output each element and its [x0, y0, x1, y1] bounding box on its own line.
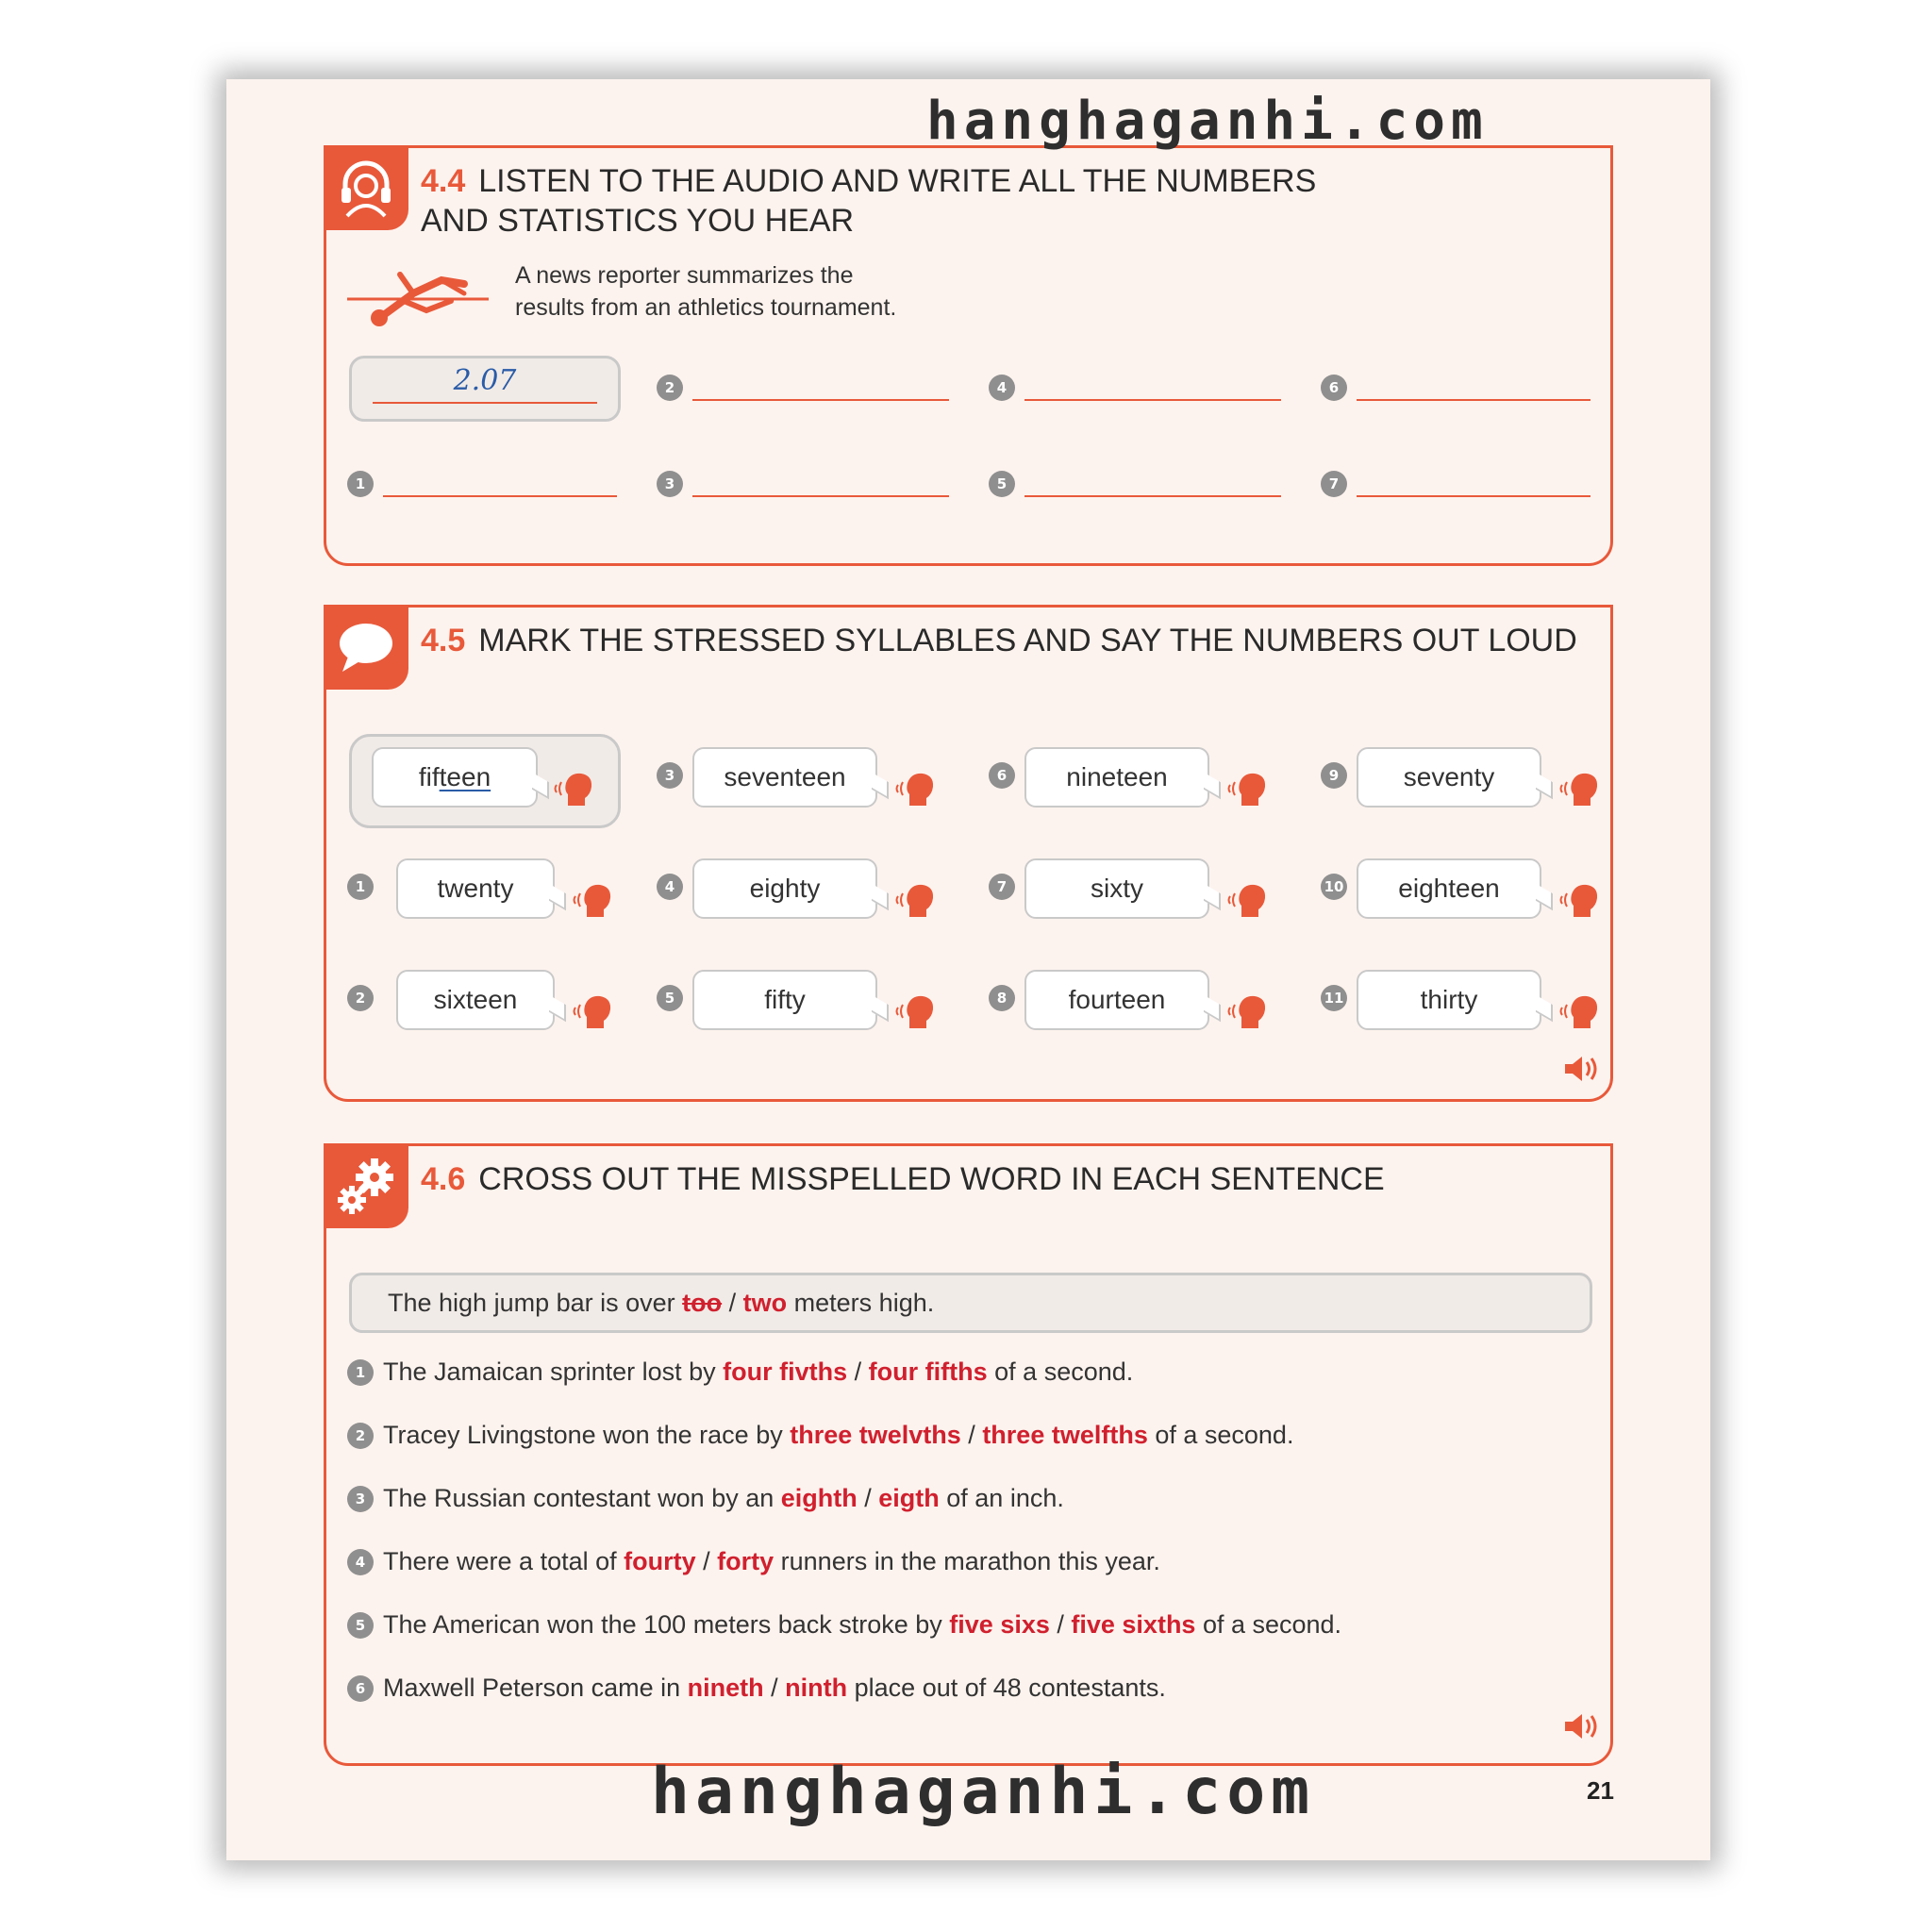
- option-separator: /: [1049, 1610, 1072, 1639]
- speaking-head-icon: [1226, 881, 1268, 923]
- word-bubble[interactable]: thirty: [1357, 970, 1541, 1030]
- word-bubble[interactable]: nineteen: [1024, 747, 1209, 808]
- intro-line-2: results from an athletics tournament.: [515, 294, 897, 321]
- sentence-item: [383, 1547, 1160, 1576]
- item-number: 6: [347, 1675, 374, 1702]
- headphones-icon: [324, 145, 408, 230]
- intro-line-1: A news reporter summarizes the: [515, 262, 854, 289]
- example-answer-line: [373, 402, 597, 404]
- correct-option: two: [742, 1289, 788, 1317]
- sentence-text: of an inch.: [939, 1484, 1064, 1512]
- section-title: [421, 161, 1591, 241]
- sentence-item: [383, 1674, 1166, 1703]
- example-stressed-syllable: teen: [439, 762, 491, 791]
- sentence-text: Maxwell Peterson came in: [383, 1674, 688, 1702]
- sentence-text: Tracey Livingstone won the race by: [383, 1421, 791, 1449]
- word-bubble[interactable]: fourteen: [1024, 970, 1209, 1030]
- item-number: 1: [347, 1359, 374, 1386]
- option-b[interactable]: eigth: [878, 1484, 940, 1512]
- sentence-text: of a second.: [1195, 1610, 1342, 1639]
- option-b[interactable]: three twelfths: [982, 1421, 1148, 1449]
- option-a[interactable]: three twelvths: [790, 1421, 961, 1449]
- item-number: 3: [347, 1486, 374, 1512]
- speech-bubble-icon: [324, 605, 408, 690]
- example-sentence: [388, 1289, 934, 1318]
- item-number: 10: [1321, 874, 1347, 900]
- sentence-text: The American won the 100 meters back stroke by: [383, 1610, 950, 1639]
- item-number: 3: [657, 471, 683, 497]
- title-text: MARK THE STRESSED SYLLABLES AND SAY THE NUMBERS OUT LOUD: [478, 623, 1577, 658]
- section-title: [421, 621, 1591, 660]
- audio-speaker-icon[interactable]: [1562, 1053, 1600, 1089]
- item-number: 5: [347, 1612, 374, 1639]
- option-b[interactable]: four fifths: [868, 1357, 988, 1386]
- item-number: 2: [347, 985, 374, 1011]
- watermark-bottom: hanghaganhi.com: [651, 1755, 1316, 1829]
- item-number: 6: [1321, 375, 1347, 401]
- item-number: 5: [989, 471, 1015, 497]
- example-sentence-box: [349, 1273, 1592, 1333]
- word-bubble[interactable]: fifty: [692, 970, 877, 1030]
- speaking-head-icon: [1558, 992, 1600, 1034]
- high-jumper-icon: [347, 261, 498, 341]
- speaking-head-icon: [553, 770, 594, 811]
- struck-option: too: [682, 1289, 723, 1317]
- item-number: 6: [989, 762, 1015, 789]
- option-a[interactable]: fourty: [624, 1547, 696, 1575]
- gears-icon: [324, 1143, 408, 1228]
- speaking-head-icon: [1226, 770, 1268, 811]
- word-bubble[interactable]: sixteen: [396, 970, 555, 1030]
- option-b[interactable]: ninth: [785, 1674, 848, 1702]
- item-number: 4: [989, 375, 1015, 401]
- answer-field-7[interactable]: [1357, 495, 1591, 497]
- word-bubble[interactable]: seventeen: [692, 747, 877, 808]
- option-separator: /: [722, 1289, 743, 1317]
- sentence-text: meters high.: [787, 1289, 935, 1317]
- speaking-head-icon: [894, 992, 936, 1034]
- option-a[interactable]: four fivths: [723, 1357, 848, 1386]
- section-4-4: [324, 145, 1613, 566]
- item-number: 7: [1321, 471, 1347, 497]
- sentence-text: of a second.: [1147, 1421, 1294, 1449]
- answer-field-4[interactable]: [1024, 399, 1281, 401]
- option-b[interactable]: five sixths: [1071, 1610, 1196, 1639]
- item-number: 4: [347, 1549, 374, 1575]
- item-number: 8: [989, 985, 1015, 1011]
- item-number: 2: [657, 375, 683, 401]
- word-bubble[interactable]: twenty: [396, 858, 555, 919]
- section-4-6: [324, 1143, 1613, 1766]
- audio-speaker-icon[interactable]: [1562, 1710, 1600, 1746]
- answer-field-5[interactable]: [1024, 495, 1281, 497]
- speaking-head-icon: [572, 881, 613, 923]
- item-number: 5: [657, 985, 683, 1011]
- watermark-top: hanghaganhi.com: [926, 91, 1489, 152]
- example-answer-box: [349, 356, 621, 422]
- item-number: 7: [989, 874, 1015, 900]
- answer-field-1[interactable]: [383, 495, 617, 497]
- word-bubble[interactable]: eighty: [692, 858, 877, 919]
- item-number: 3: [657, 762, 683, 789]
- page-number: 21: [1587, 1776, 1614, 1805]
- option-separator: /: [847, 1357, 869, 1386]
- sentence-item: [383, 1610, 1341, 1640]
- example-word-bubble: [372, 747, 538, 808]
- option-separator: /: [960, 1421, 983, 1449]
- intro-text: [515, 259, 987, 324]
- sentence-text: There were a total of: [383, 1547, 625, 1575]
- speaking-head-icon: [1558, 770, 1600, 811]
- section-number: 4.4: [421, 163, 466, 199]
- speaking-head-icon: [1558, 881, 1600, 923]
- answer-field-2[interactable]: [692, 399, 949, 401]
- speaking-head-icon: [894, 881, 936, 923]
- word-bubble[interactable]: seventy: [1357, 747, 1541, 808]
- word-bubble[interactable]: sixty: [1024, 858, 1209, 919]
- item-number: 2: [347, 1423, 374, 1449]
- item-number: 1: [347, 471, 374, 497]
- sentence-item: [383, 1421, 1293, 1450]
- sentence-item: [383, 1357, 1133, 1387]
- title-text: CROSS OUT THE MISSPELLED WORD IN EACH SENTENCE: [478, 1161, 1385, 1197]
- option-a[interactable]: eighth: [780, 1484, 858, 1512]
- title-line-2: AND STATISTICS YOU HEAR: [421, 203, 855, 239]
- sentence-text: The Russian contestant won by an: [383, 1484, 781, 1512]
- speaking-head-icon: [1226, 992, 1268, 1034]
- sentence-text: of a second.: [987, 1357, 1134, 1386]
- item-number: 4: [657, 874, 683, 900]
- example-answer: 2.07: [453, 364, 517, 397]
- option-a[interactable]: nineth: [687, 1674, 764, 1702]
- item-number: 9: [1321, 762, 1347, 789]
- section-title: [421, 1159, 1591, 1199]
- option-b[interactable]: forty: [717, 1547, 774, 1575]
- section-number: 4.5: [421, 623, 466, 658]
- sentence-item: [383, 1484, 1064, 1513]
- speaking-head-icon: [894, 770, 936, 811]
- speaking-head-icon: [572, 992, 613, 1034]
- option-a[interactable]: five sixs: [949, 1610, 1050, 1639]
- answer-field-6[interactable]: [1357, 399, 1591, 401]
- option-separator: /: [695, 1547, 718, 1575]
- example-syllable: fif: [418, 762, 440, 791]
- title-line-1: LISTEN TO THE AUDIO AND WRITE ALL THE NUMBERS: [478, 163, 1317, 199]
- sentence-text: runners in the marathon this year.: [774, 1547, 1160, 1575]
- sentence-text: The high jump bar is over: [388, 1289, 683, 1317]
- sentence-text: The Jamaican sprinter lost by: [383, 1357, 724, 1386]
- option-separator: /: [763, 1674, 786, 1702]
- sentence-text: place out of 48 contestants.: [847, 1674, 1166, 1702]
- section-4-5: [324, 605, 1613, 1102]
- answer-field-3[interactable]: [692, 495, 949, 497]
- item-number: 1: [347, 874, 374, 900]
- word-bubble[interactable]: eighteen: [1357, 858, 1541, 919]
- option-separator: /: [857, 1484, 879, 1512]
- item-number: 11: [1321, 985, 1347, 1011]
- section-number: 4.6: [421, 1161, 466, 1197]
